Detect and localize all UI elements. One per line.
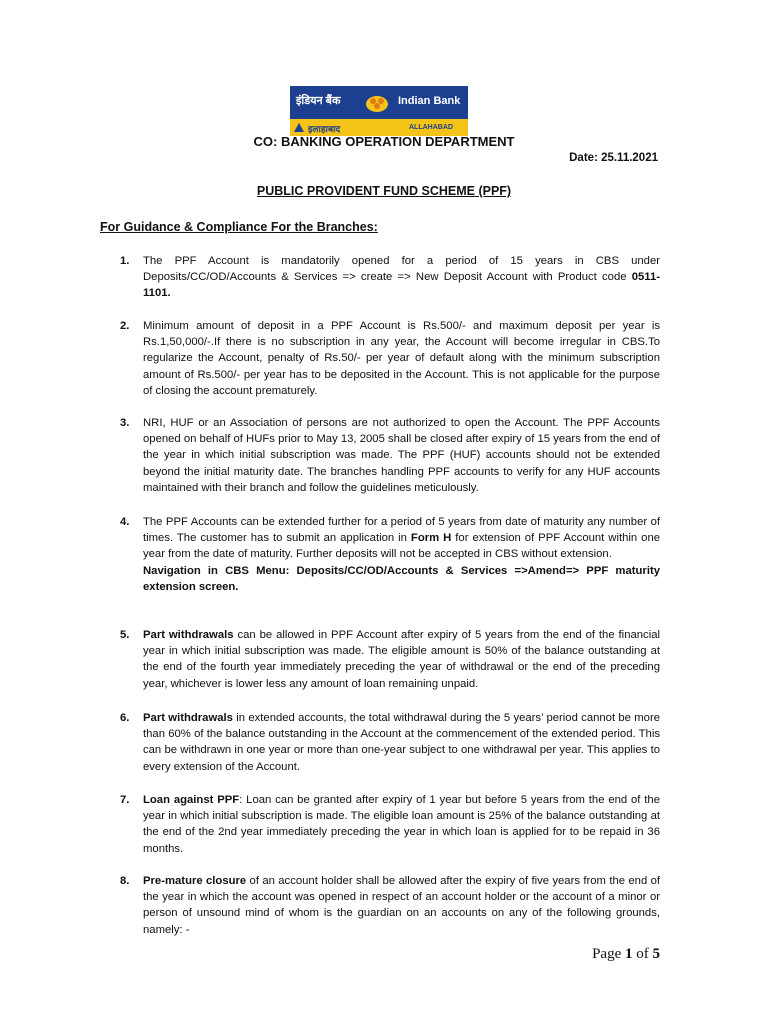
item-text: The PPF Accounts can be extended further for a period of 5 years from date of maturity any number of times. The customer has to submit an application in Form H for extension of PPF Account within one year from the date of maturity. Further deposits will not be accepted in CBS without extension. Navigation in CBS Menu: Deposits/CC/OD/Accounts & Services =>Amend=> PPF maturity extension screen. [143,516,661,593]
item-text: The PPF Account is mandatorily opened for a period of 15 years in CBS under Deposits/CC/OD/Accounts & Services => create => New Deposit Account with Product code 0511-1101. [143,255,660,300]
department-heading: CO: BANKING OPERATION DEPARTMENT [253,134,515,149]
list-item [120,792,660,857]
logo-english-name: Indian Bank [398,95,461,107]
item-number: 5. [120,629,130,641]
item-text: NRI, HUF or an Association of persons are not authorized to open the Account. The PPF Accounts opened on behalf of HUFs prior to May 13, 2005 shall be closed after expiry of 15 years from the end of the year in which initial subscription was made. The PPF (HUF) accounts should not be extended beyond the initial maturity date. The branches handling PPF accounts to verify for any HUF accounts maintained with their branch and follow the guidelines meticulously. [143,417,660,494]
item-number: 6. [120,712,130,724]
indian-bank-logo [290,86,468,136]
item-lead: Loan against PPF [143,794,240,806]
item-lead: Part withdrawals [143,629,234,641]
item-text: Part withdrawals in extended accounts, the total withdrawal during the 5 years’ period cannot be more than 60% of the balance outstanding in the Account at the commencement of the extended period. This can be withdrawn in one year or more than one-year subject to one withdrawal per year. This applies to every extension of the Account. [143,712,660,773]
indian-bank-emblem-icon [364,92,390,114]
item-lead: Part withdrawals [143,712,233,724]
list-item [120,253,660,302]
item-number: 2. [120,320,130,332]
logo-english-subtitle: ALLAHABAD [409,124,453,131]
item-text: Minimum amount of deposit in a PPF Account is Rs.500/- and maximum deposit per year is Rs.1,50,000/-.If there is no subscription in any year, the Account will become irregular in CBS.To regularize the Account, penalty of Rs.50/- per year of default along with the minimum subscription amount of Rs.500/- per year has to be deposited in the Account. This is not applicable for the purpose of closing the account prematurely. [143,320,660,397]
logo-triangle-icon [294,123,304,132]
list-item [120,415,660,496]
item-number: 7. [120,794,130,806]
page-number: Page 1 of 5 [592,946,660,962]
list-item [120,514,660,595]
logo-hindi-name: इंडियन बैंक [296,95,341,107]
item-number: 1. [120,255,130,267]
item-number: 8. [120,875,130,887]
item-text: Pre-mature closure of an account holder shall be allowed after the expiry of five years from the end of the year in which the account was opened in respect of an account holder or the account of a minor or person of unsound mind of whom is the guardian on an accounts on any of the following grounds, namely: - [143,875,661,936]
form-name: Form H [410,532,452,545]
item-number: 3. [120,417,130,429]
product-code: 0511-1101. [143,271,660,300]
list-item [120,627,660,692]
item-text: Part withdrawals can be allowed in PPF Account after expiry of 5 years from the end of the financial year in which initial subscription was made. The eligible amount is 50% of the balance outstanding at the end of the fourth year immediately preceding the year of withdrawal or the end of the preceding year, whichever is lower less any amount of loan remaining unpaid. [143,629,660,690]
document-title: PUBLIC PROVIDENT FUND SCHEME (PPF) [256,184,512,198]
guidance-heading: For Guidance & Compliance For the Branches: [100,220,378,234]
list-item [120,710,660,775]
logo-hindi-subtitle: इलाहाबाद [308,124,341,134]
item-number: 4. [120,516,130,528]
document-date: Date: 25.11.2021 [569,152,658,164]
item-text: Loan against PPF: Loan can be granted after expiry of 1 year but before 5 years from the end of the year in which initial subscription is made. The eligible loan amount is 25% of the balance outstanding at the end of the 2nd year immediately preceding the year in which loan is applied for to be repaid in 36 months. [143,794,660,855]
list-item [120,318,660,399]
list-item [120,873,660,938]
item-lead: Pre-mature closure [143,875,247,887]
cbs-navigation: Navigation in CBS Menu: Deposits/CC/OD/Accounts & Services =>Amend=> PPF maturity extension screen. [143,564,660,593]
